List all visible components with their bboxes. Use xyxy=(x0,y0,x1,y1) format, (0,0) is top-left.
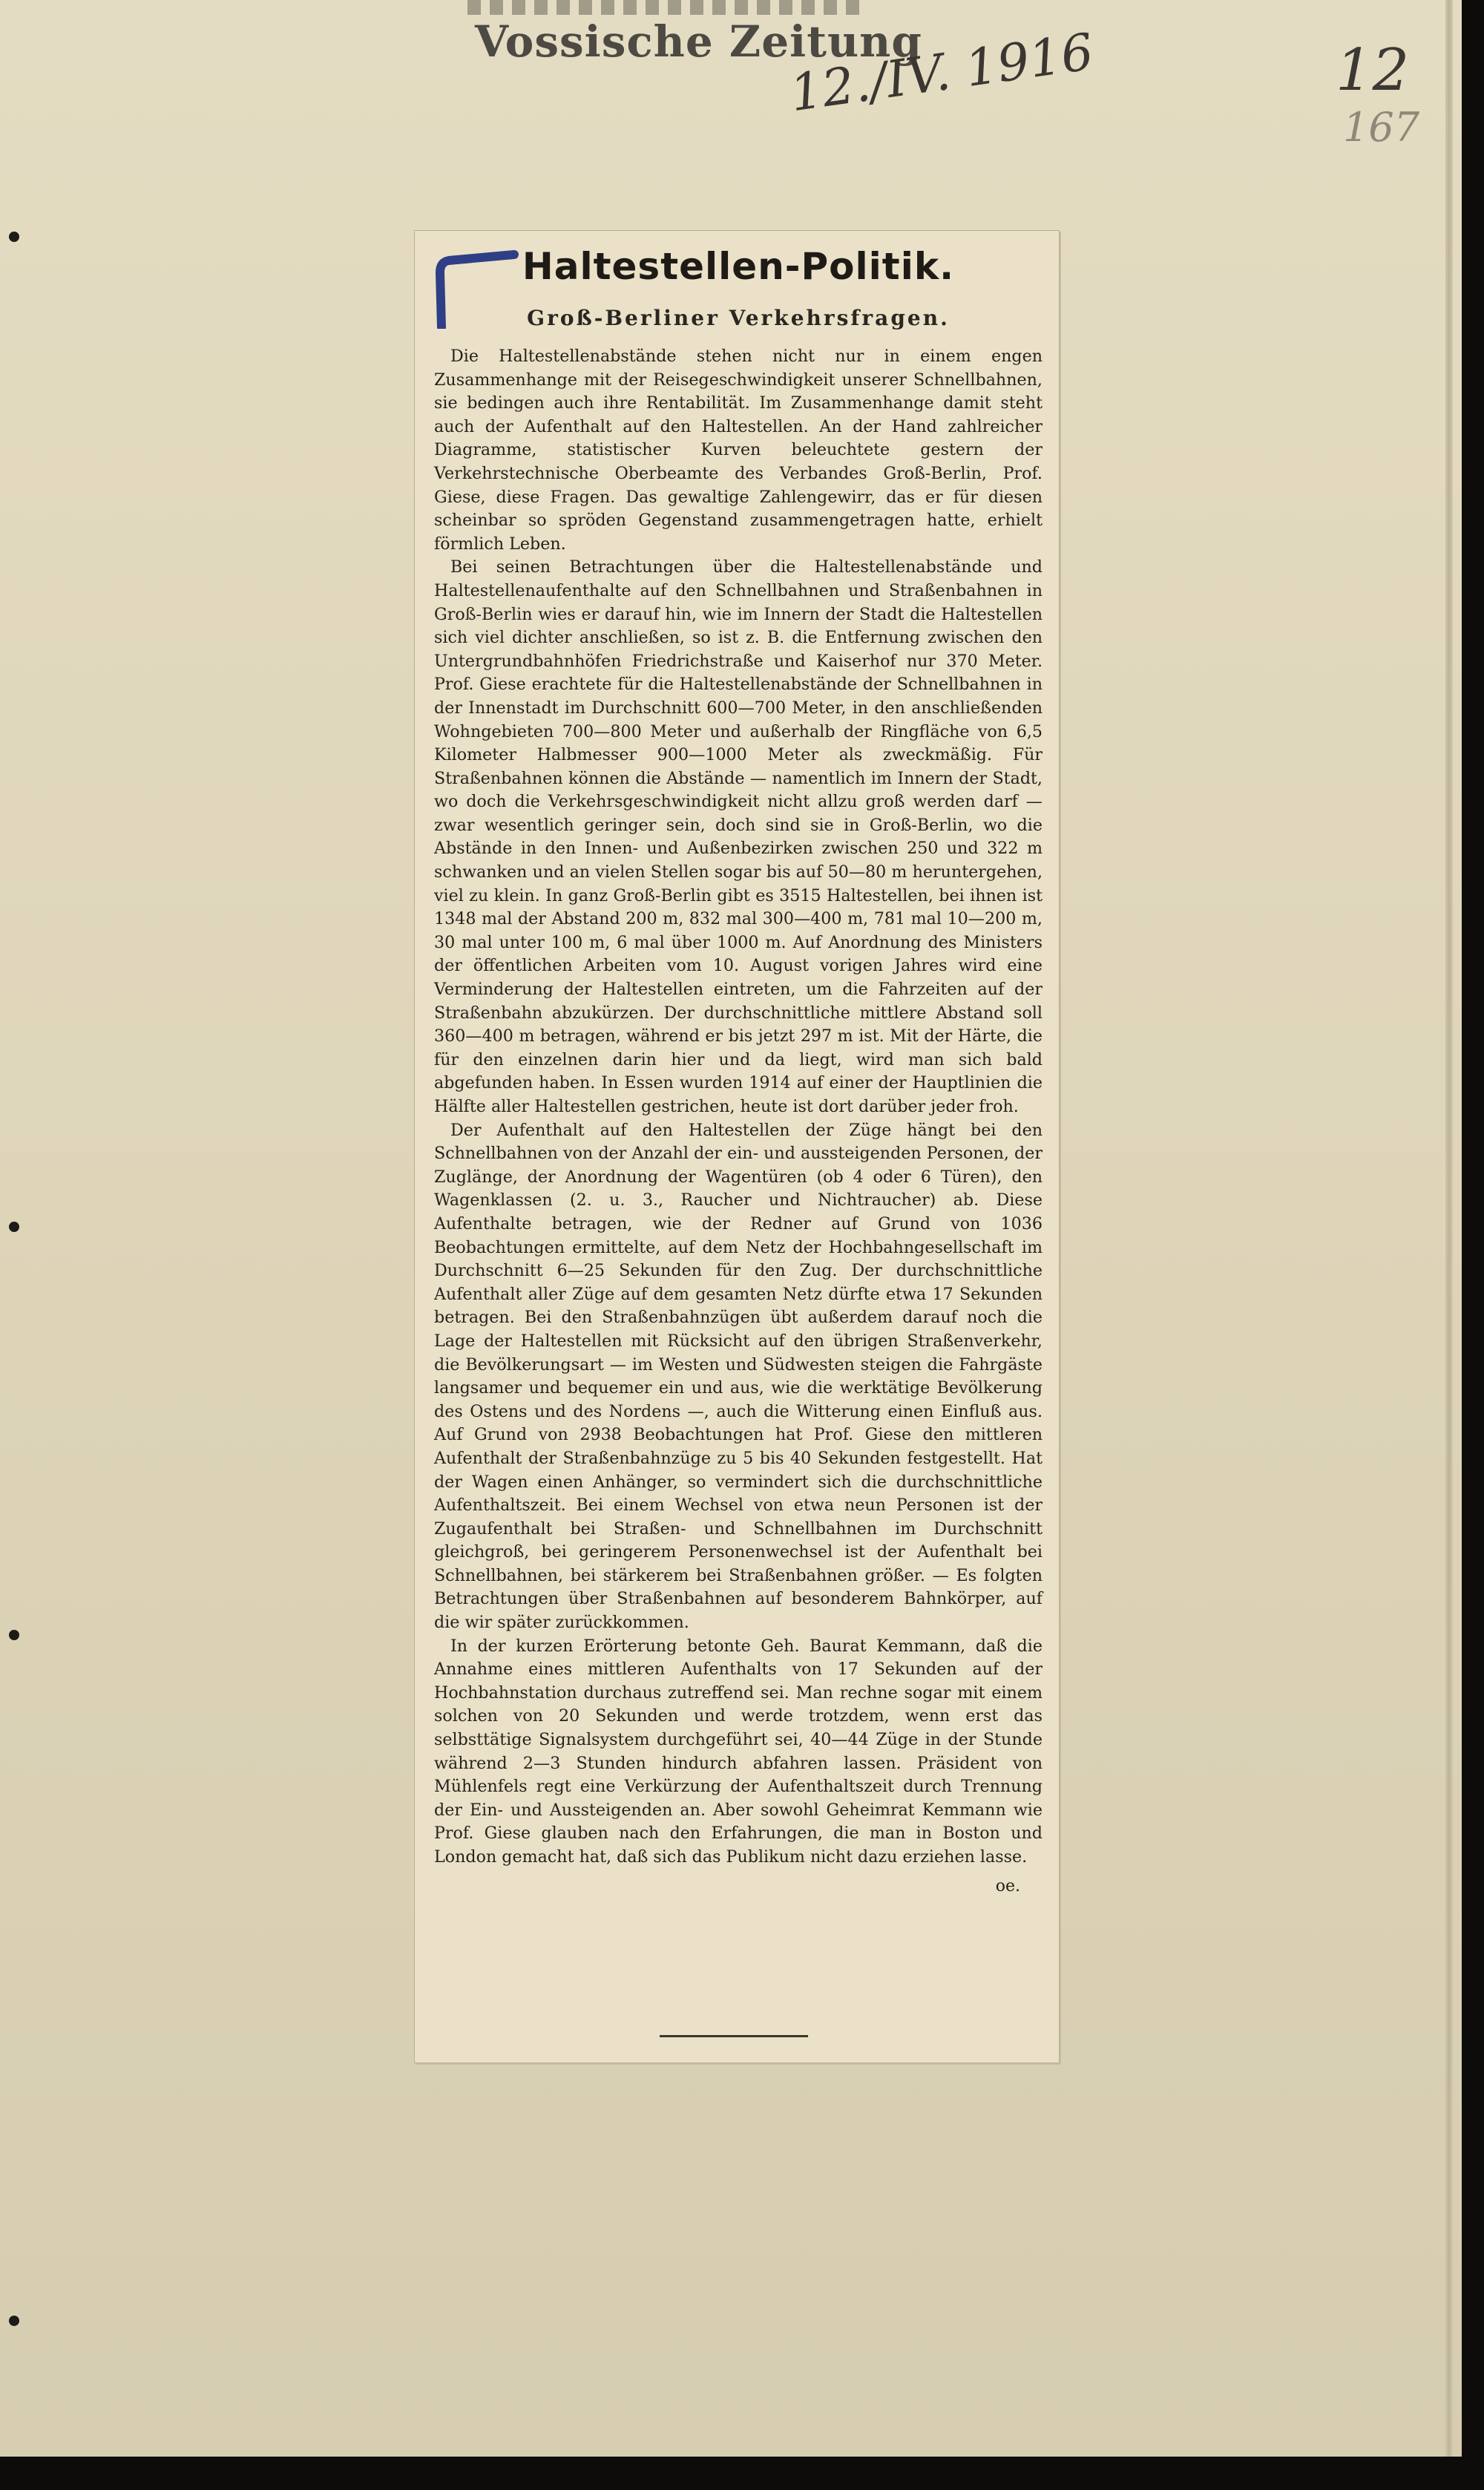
sheet-fold-edge xyxy=(1445,0,1453,2457)
article-signature: oe. xyxy=(995,1876,1020,1896)
article-paragraph: Der Aufenthalt auf den Haltestellen der Züge hängt bei den Schnellbahnen von der Anzahl der ein- und aussteigenden Personen, der Zuglänge, der Anordnung der Wagentüren (ob 4 oder 6 Türen), den Wagenklassen (2. u. 3., Raucher und Nichtraucher) ab. Diese Aufenthalte betragen, wie der Redner auf Grund von 1036 Beobachtungen ermittelte, auf dem Netz der Hochbahngesellschaft im Durchschnitt 6—25 Sekunden für den Zug. Der durchschnittliche Aufenthalt aller Züge auf dem gesamten Netz dürfte etwa 17 Sekunden betragen. Bei den Straßenbahnzügen übt außerdem darauf noch die Lage der Haltestellen mit Rücksicht auf den übrigen Straßenverkehr, die Bevölkerungsart — im Westen und Südwesten steigen die Fahrgäste langsamer und bequemer ein und aus, wie die werktätige Bevölkerung des Ostens und des Nordens —, auch die Witterung einen Einfluß aus. Auf Grund von 2938 Beobachtungen hat Prof. Giese den mittleren Aufenthalt der Straßenbahnzüge zu 5 bis 40 Sekunden festgestellt. Hat der Wagen einen Anhänger, so vermindert sich die durchschnittliche Aufenthaltszeit. Bei einem Wechsel von etwa neun Personen ist der Zugaufenthalt bei Straßen- und Schnellbahnen im Durchschnitt gleichgroß, bei geringerem Personenwechsel ist der Aufenthalt bei Schnellbahnen, bei stärkerem bei Straßenbahnen größer. — Es folgten Betrachtungen über Straßenbahnen auf besonderem Bahnkörper, auf die wir später zurückkommen. xyxy=(434,1120,1043,1633)
article-paragraph: Die Haltestellenabstände stehen nicht nur in einem engen Zusammenhange mit der Reisegeschwindigkeit unserer Schnellbahnen, sie bedingen auch ihre Rentabilität. Im Zusammenhange damit steht auch der Aufenthalt auf den Haltestellen. An der Hand zahlreicher Diagramme, statistischer Kurven beleuchtete gestern der Verkehrstechnische Oberbeamte des Verbandes Groß-Berlin, Prof. Giese, diese Fragen. Das gewaltige Zahlengewirr, das er für diesen scheinbar so spröden Gegenstand zusammengetragen hatte, erhielt förmlich Leben. xyxy=(434,347,1043,554)
archive-number-secondary: 167 xyxy=(1343,104,1420,151)
blue-pencil-mark xyxy=(427,240,523,329)
closing-rule xyxy=(660,2035,808,2037)
punch-hole-mark xyxy=(9,2316,19,2326)
article-subheadline: Groß-Berliner Verkehrsfragen. xyxy=(527,306,950,330)
newspaper-stamp: Vossische Zeitung xyxy=(475,16,922,67)
archive-number: 12 xyxy=(1336,37,1410,104)
punch-hole-mark xyxy=(9,1222,19,1232)
handwritten-date: 12./IV. 1916 xyxy=(787,22,1097,124)
stamp-cut-edge xyxy=(467,0,868,15)
punch-hole-mark xyxy=(9,1630,19,1640)
punch-hole-mark xyxy=(9,232,19,242)
newspaper-clipping xyxy=(414,230,1060,2063)
article-paragraph: In der kurzen Erörterung betonte Geh. Baurat Kemmann, daß die Annahme eines mittleren Aufenthalts von 17 Sekunden auf der Hochbahnstation durchaus zutreffend sei. Man rechne sogar mit einem solchen von 20 Sekunden und werde trotzdem, wenn erst das selbsttätige Signalsystem durchgeführt sei, 40—44 Züge in der Stunde während 2—3 Stunden hindurch abfahren lassen. Präsident von Mühlenfels regt eine Verkürzung der Aufenthaltszeit durch Trennung der Ein- und Aussteigenden an. Aber sowohl Geheimrat Kemmann wie Prof. Giese glauben nach den Erfahrungen, die man in Boston und London gemacht hat, daß sich das Publikum nicht dazu erziehen lasse. xyxy=(434,1636,1043,1867)
article-headline: Haltestellen-Politik. xyxy=(522,245,955,288)
article-paragraph: Bei seinen Betrachtungen über die Haltestellenabstände und Haltestellenaufenthalte auf den Schnellbahnen und Straßenbahnen in Groß-Berlin wies er darauf hin, wie im Innern der Stadt die Haltestellen sich viel dichter anschließen, so ist z. B. die Entfernung zwischen den Untergrundbahnhöfen Friedrichstraße und Kaiserhof nur 370 Meter. Prof. Giese erachtete für die Haltestellenabstände der Schnellbahnen in der Innenstadt im Durchschnitt 600—700 Meter, in den anschließenden Wohngebieten 700—800 Meter und außerhalb der Ringfläche von 6,5 Kilometer Halbmesser 900—1000 Meter als zweckmäßig. Für Straßenbahnen können die Abstände — namentlich im Innern der Stadt, wo doch die Verkehrsgeschwindigkeit nicht allzu groß werden darf — zwar wesentlich geringer sein, doch sind sie in Groß-Berlin, wo die Abstände in den Innen- und Außenbezirken zwischen 250 und 322 m schwanken und an vielen Stellen sogar bis auf 50—80 m heruntergehen, viel zu klein. In ganz Groß-Berlin gibt es 3515 Haltestellen, bei ihnen ist 1348 mal der Abstand 200 m, 832 mal 300—400 m, 781 mal 10—200 m, 30 mal unter 100 m, 6 mal über 1000 m. Auf Anordnung des Ministers der öffentlichen Arbeiten vom 10. August vorigen Jahres wird eine Verminderung der Haltestellen eintreten, um die Fahrzeiten auf der Straßenbahn abzukürzen. Der durchschnittliche mittlere Abstand soll 360—400 m betragen, während er bis jetzt 297 m ist. Mit der Härte, die für den einzelnen darin hier und da liegt, wird man sich bald abgefunden haben. In Essen wurden 1914 auf einer der Hauptlinien die Hälfte aller Haltestellen gestrichen, heute ist dort darüber jeder froh. xyxy=(434,557,1043,1116)
